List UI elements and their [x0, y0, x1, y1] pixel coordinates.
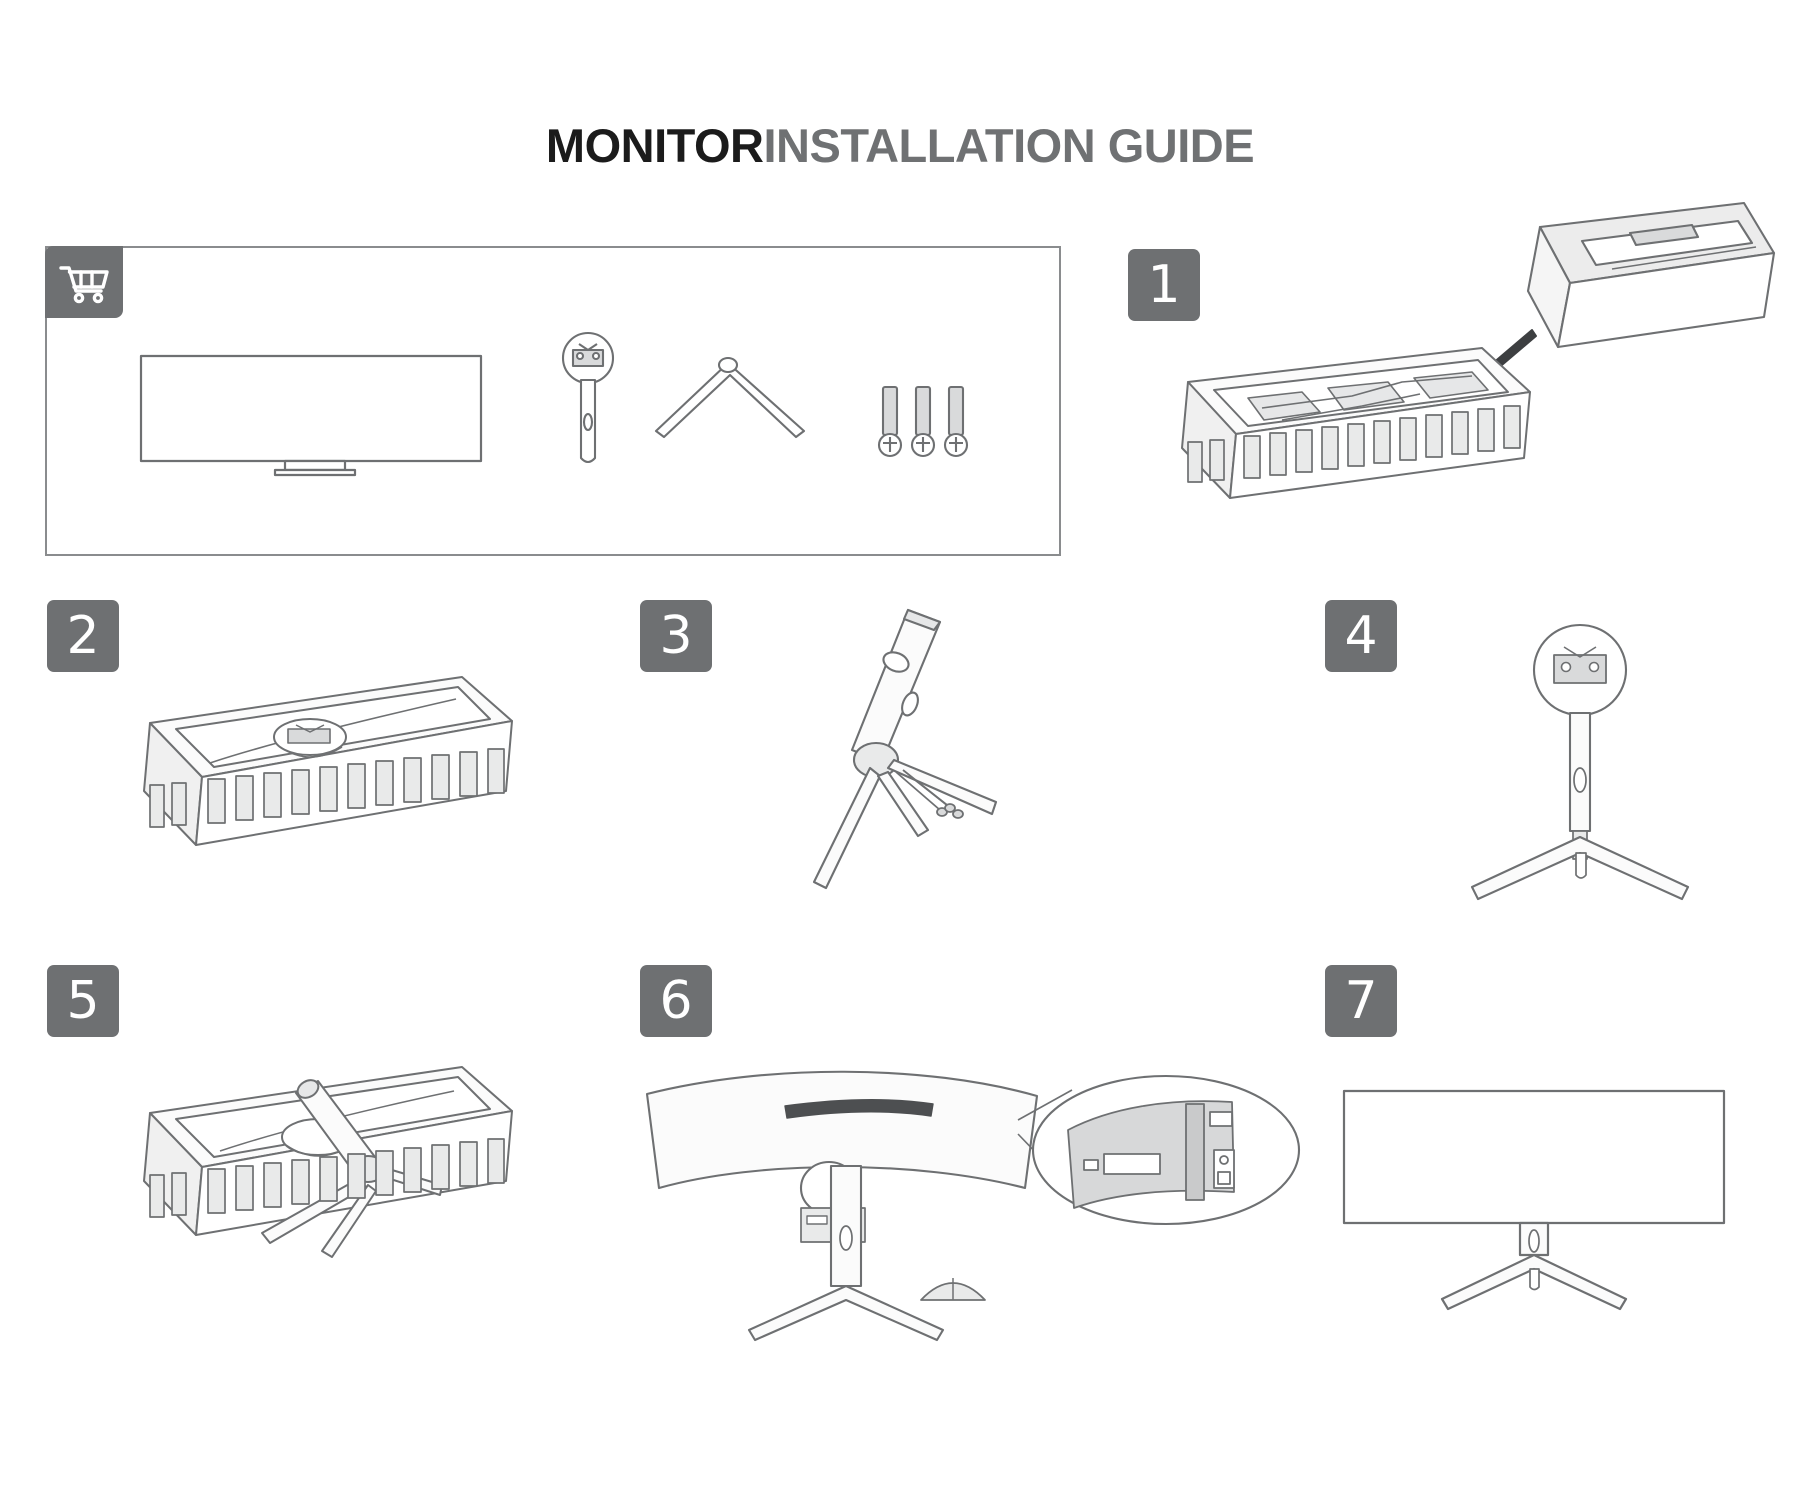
- step-badge-1: 1: [1128, 249, 1200, 321]
- page-title-bold: MONITOR: [545, 119, 764, 172]
- page-title-light: INSTALLATION GUIDE: [763, 119, 1255, 172]
- part-stand-head: [548, 330, 628, 470]
- step-badge-4: 4: [1325, 600, 1397, 672]
- part-stand-base: [648, 355, 808, 455]
- step-badge-5: 5: [47, 965, 119, 1037]
- shopping-cart-icon: [45, 246, 123, 318]
- step-7-finished-monitor: [1338, 1085, 1758, 1335]
- step-3-stand-assembly: [800, 600, 1120, 940]
- step-6-monitor-back: [625, 1060, 1065, 1340]
- step-6-detail-callout: [1018, 1068, 1308, 1268]
- step-badge-2: 2: [47, 600, 119, 672]
- step-badge-3: 3: [640, 600, 712, 672]
- step-badge-6: 6: [640, 965, 712, 1037]
- part-screws: [875, 385, 985, 465]
- page-title: [0, 118, 1800, 173]
- step-4-assembled-stand: [1430, 615, 1730, 915]
- step-badge-7: 7: [1325, 965, 1397, 1037]
- step-1-foam-tray: [1152, 330, 1542, 540]
- part-monitor-panel: [135, 350, 495, 480]
- step-2-foam-tray-monitor: [110, 655, 530, 895]
- step-1-carton: [1512, 195, 1792, 395]
- step-5-tray-with-stand: [110, 1045, 550, 1305]
